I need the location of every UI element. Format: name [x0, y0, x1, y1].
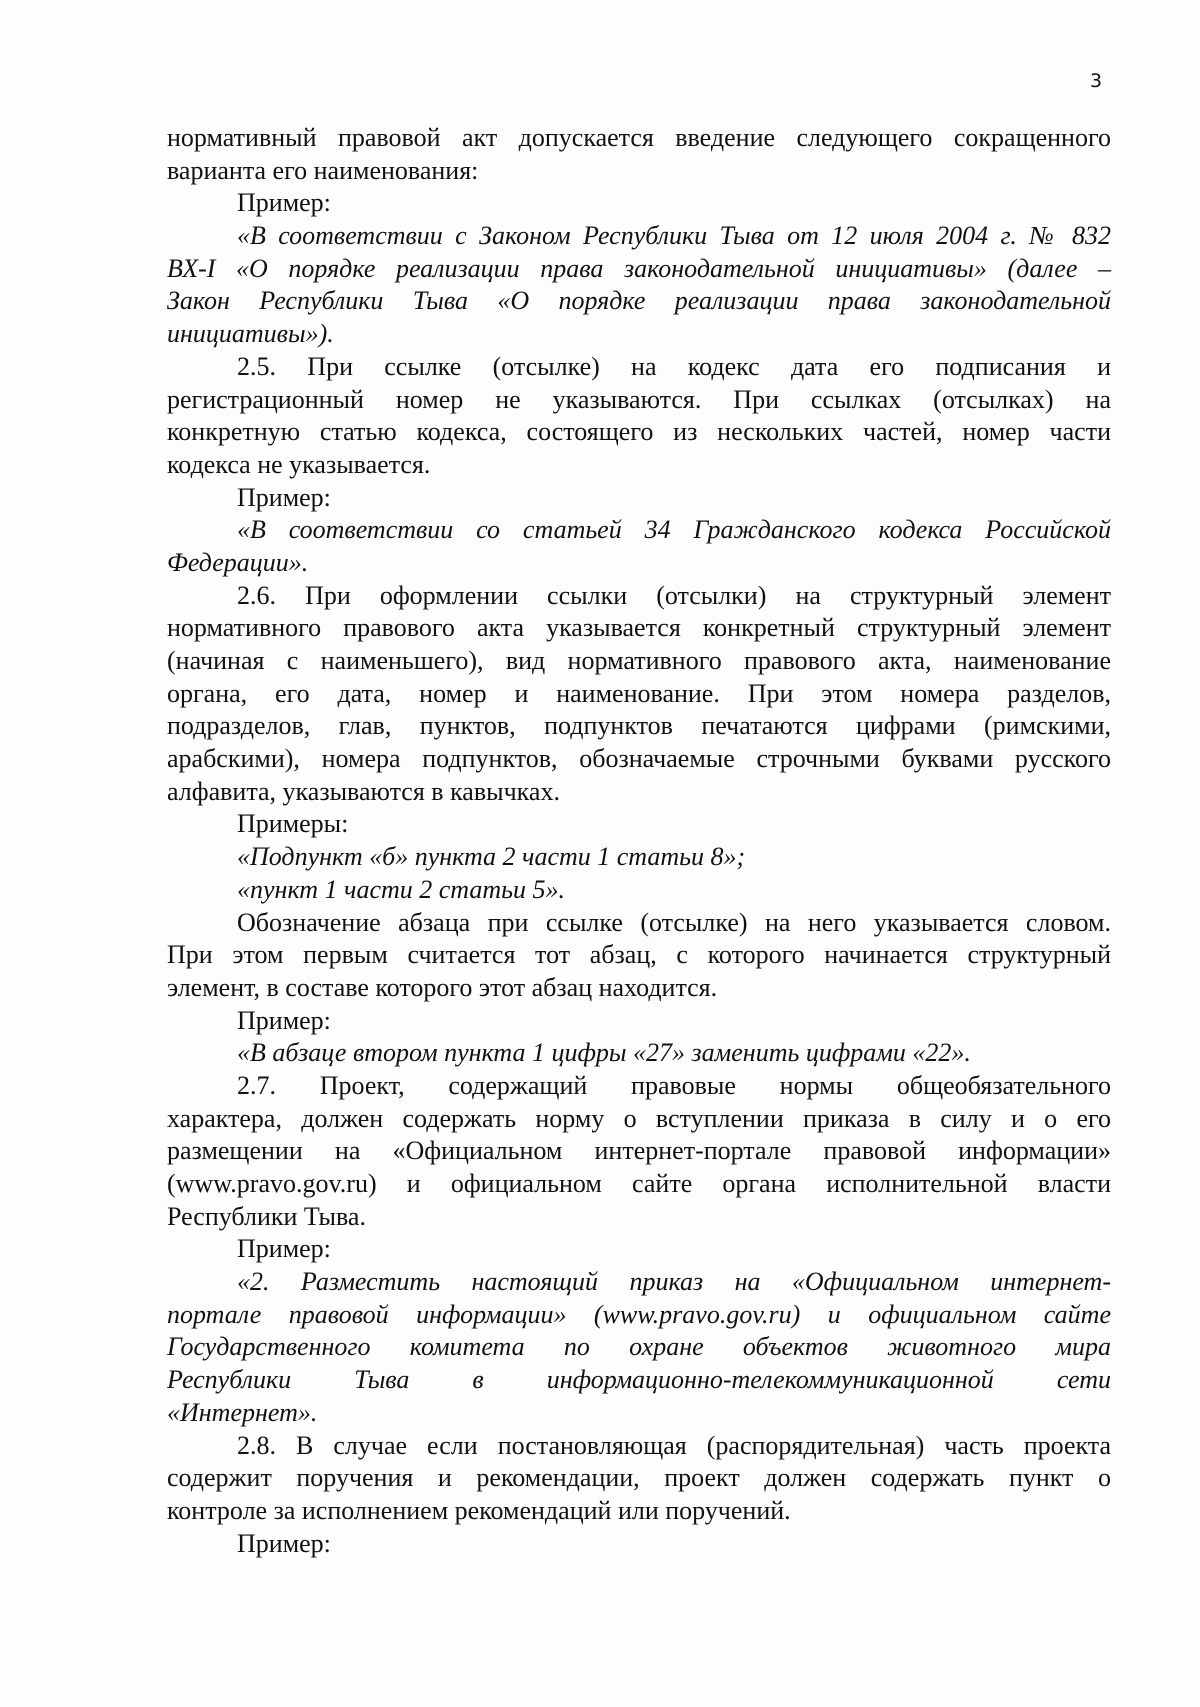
section-2-6-line: 2.6. При оформлении ссылки (отсылки) на структурный элемент — [237, 580, 1111, 610]
text-line: контроле за исполнением рекомендаций или поручений. — [167, 1495, 791, 1525]
example-label: Примеры: — [237, 809, 349, 839]
document-body — [167, 122, 1111, 1560]
example-line: «В соответствии с Законом Республики Тыва от 12 июля 2004 г. № 832 — [237, 221, 1111, 251]
page-number: 3 — [1090, 70, 1103, 92]
text-line: кодекса не указывается. — [167, 449, 431, 479]
text-line: алфавита, указываются в кавычках. — [167, 776, 560, 806]
text-line: конкретную статью кодекса, состоящего из нескольких частей, номер части — [167, 417, 1111, 447]
text-line: При этом первым считается тот абзац, с которого начинается структурный — [167, 940, 1111, 970]
example-line: «Интернет». — [167, 1397, 318, 1427]
text-line: элемент, в составе которого этот абзац находится. — [167, 972, 718, 1002]
example-line: Государственного комитета по охране объектов животного мира — [167, 1332, 1111, 1362]
text-line: варианта его наименования: — [167, 155, 479, 185]
text-line: нормативный правовой акт допускается введение следующего сокращенного — [167, 123, 1111, 152]
example-line: портале правовой информации» (www.pravo.gov.ru) и официальном сайте — [167, 1299, 1111, 1329]
example-line: ВХ-I «О порядке реализации права законодательной инициативы» (далее – — [167, 253, 1111, 283]
text-line: размещении на «Официальном интернет-портале правовой информации» — [167, 1136, 1111, 1166]
text-line: Республики Тыва. — [167, 1201, 366, 1231]
example-line: «В абзаце втором пункта 1 цифры «27» заменить цифрами «22». — [237, 1038, 971, 1068]
text-line: характера, должен содержать норму о вступлении приказа в силу и о его — [167, 1103, 1111, 1133]
text-line: (начиная с наименьшего), вид нормативного правового акта, наименование — [167, 646, 1111, 675]
example-line: «пункт 1 части 2 статьи 5». — [237, 874, 565, 904]
text-line: регистрационный номер не указываются. При ссылках (отсылках) на — [167, 384, 1111, 414]
example-line: Республики Тыва в информационно-телекоммуникационной сети — [167, 1365, 1111, 1395]
text-line: органа, его дата, номер и наименование. При этом номера разделов, — [167, 678, 1111, 708]
example-line: инициативы»). — [167, 319, 334, 349]
example-label: Пример: — [237, 1005, 331, 1035]
example-line: «В соответствии со статьей 34 Гражданского кодекса Российской — [237, 515, 1111, 545]
example-line: «2. Разместить настоящий приказ на «Официальном интернет- — [237, 1267, 1111, 1297]
section-2-8-line: 2.8. В случае если постановляющая (распорядительная) часть проекта — [237, 1430, 1111, 1460]
text-line: подразделов, глав, пунктов, подпунктов печатаются цифрами (римскими, — [167, 711, 1111, 741]
text-line: нормативного правового акта указывается конкретный структурный элемент — [167, 613, 1111, 643]
example-line: Закон Республики Тыва «О порядке реализации права законодательной — [167, 286, 1111, 316]
example-label: Пример: — [237, 482, 331, 512]
example-label: Пример: — [237, 188, 331, 218]
example-label: Пример: — [237, 1528, 331, 1558]
example-line: Федерации». — [167, 547, 309, 577]
example-label: Пример: — [237, 1234, 331, 1264]
text-line: (www.pravo.gov.ru) и официальном сайте органа исполнительной власти — [167, 1169, 1111, 1198]
example-line: «Подпункт «б» пункта 2 части 1 статьи 8»; — [237, 842, 746, 872]
section-2-7-line: 2.7. Проект, содержащий правовые нормы общеобязательного — [237, 1070, 1111, 1100]
text-line: Обозначение абзаца при ссылке (отсылке) на него указывается словом. — [237, 907, 1111, 937]
section-2-5-line: 2.5. При ссылке (отсылке) на кодекс дата его подписания и — [237, 351, 1111, 381]
text-line: содержит поручения и рекомендации, проект должен содержать пункт о — [167, 1463, 1111, 1493]
text-line: арабскими), номера подпунктов, обозначаемые строчными буквами русского — [167, 744, 1111, 774]
